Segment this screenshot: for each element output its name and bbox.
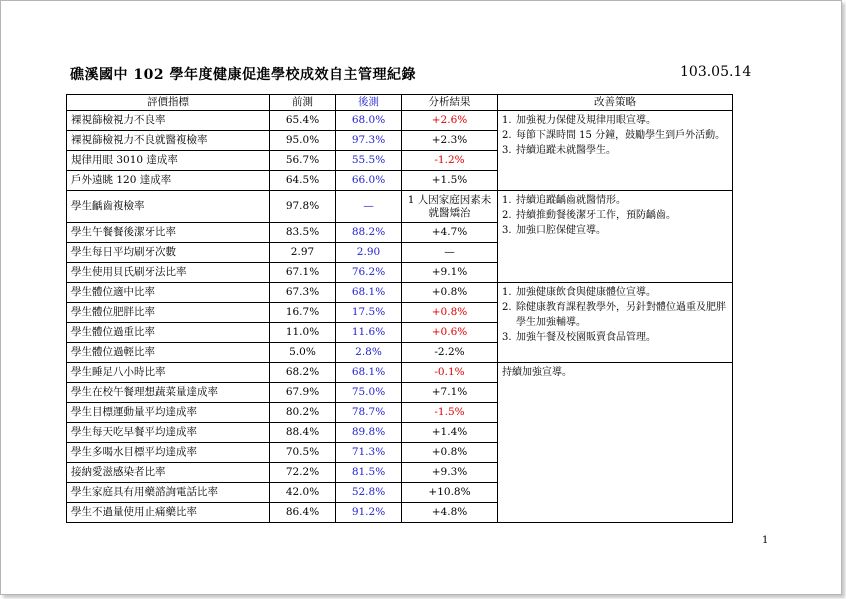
result-cell: +2.6% bbox=[402, 111, 498, 131]
indicator-cell: 學生體位適中比率 bbox=[67, 283, 270, 303]
strategy-item-number: 3. bbox=[502, 145, 512, 156]
strategy-item bbox=[502, 330, 728, 345]
post-test-cell: 66.0% bbox=[336, 171, 402, 191]
pre-test-cell: 2.97 bbox=[270, 243, 336, 263]
post-test-cell: 91.2% bbox=[336, 503, 402, 523]
indicator-cell: 學生睡足八小時比率 bbox=[67, 363, 270, 383]
strategy-item-text: 持續加強宣導。 bbox=[502, 367, 572, 378]
post-test-cell: 2.90 bbox=[336, 243, 402, 263]
pre-test-cell: 67.3% bbox=[270, 283, 336, 303]
strategy-item bbox=[502, 128, 728, 143]
post-test-cell: 68.1% bbox=[336, 283, 402, 303]
pre-test-cell: 56.7% bbox=[270, 151, 336, 171]
strategy-item-text: 每節下課時間 15 分鐘，鼓勵學生到戶外活動。 bbox=[516, 130, 726, 141]
pre-test-cell: 86.4% bbox=[270, 503, 336, 523]
result-cell: +1.4% bbox=[402, 423, 498, 443]
record-date: 103.05.14 bbox=[680, 64, 752, 80]
indicator-cell: 學生不過量使用止痛藥比率 bbox=[67, 503, 270, 523]
indicator-cell: 學生在校午餐理想蔬菜量達成率 bbox=[67, 383, 270, 403]
pre-test-cell: 72.2% bbox=[270, 463, 336, 483]
pre-test-cell: 97.8% bbox=[270, 191, 336, 223]
strategy-item-text: 持續追蹤未就醫學生。 bbox=[516, 145, 616, 156]
result-cell: -2.2% bbox=[402, 343, 498, 363]
indicator-cell: 裸視篩檢視力不良率 bbox=[67, 111, 270, 131]
strategy-item bbox=[502, 223, 728, 238]
indicator-cell: 學生體位過輕比率 bbox=[67, 343, 270, 363]
pre-test-cell: 65.4% bbox=[270, 111, 336, 131]
strategy-cell bbox=[498, 111, 733, 191]
page-number: 1 bbox=[762, 535, 769, 546]
post-test-cell: 81.5% bbox=[336, 463, 402, 483]
strategy-item bbox=[502, 208, 728, 223]
result-cell: -0.1% bbox=[402, 363, 498, 383]
result-cell: +0.8% bbox=[402, 303, 498, 323]
indicator-cell: 接納愛滋感染者比率 bbox=[67, 463, 270, 483]
result-cell: +0.8% bbox=[402, 443, 498, 463]
indicator-cell: 戶外遠眺 120 達成率 bbox=[67, 171, 270, 191]
result-cell: +1.5% bbox=[402, 171, 498, 191]
strategy-item-text: 持續推動餐後潔牙工作，預防齲齒。 bbox=[516, 210, 676, 221]
strategy-item-text: 持續追蹤齲齒就醫情形。 bbox=[516, 195, 626, 206]
strategy-item-number: 3. bbox=[502, 332, 512, 343]
post-test-cell: 89.8% bbox=[336, 423, 402, 443]
strategy-item-number: 2. bbox=[502, 302, 512, 313]
result-cell: +4.8% bbox=[402, 503, 498, 523]
strategy-item-text: 加強視力保健及規律用眼宣導。 bbox=[516, 115, 656, 126]
table-row bbox=[67, 363, 733, 383]
pre-test-cell: 68.2% bbox=[270, 363, 336, 383]
header-result: 分析結果 bbox=[402, 95, 498, 111]
post-test-cell: 11.6% bbox=[336, 323, 402, 343]
strategy-item-number: 1. bbox=[502, 115, 512, 126]
table-row bbox=[67, 283, 733, 303]
strategy-item-text: 加強健康飲食與健康體位宣導。 bbox=[516, 287, 656, 298]
result-cell: +10.8% bbox=[402, 483, 498, 503]
result-cell: +9.1% bbox=[402, 263, 498, 283]
header-post: 後測 bbox=[336, 95, 402, 111]
pre-test-cell: 83.5% bbox=[270, 223, 336, 243]
strategy-item-text: 除健康教育課程教學外，另針對體位過重及肥胖學生加強輔導。 bbox=[516, 302, 726, 328]
pre-test-cell: 16.7% bbox=[270, 303, 336, 323]
strategy-item-text: 加強口腔保健宣導。 bbox=[516, 225, 606, 236]
post-test-cell: — bbox=[336, 191, 402, 223]
strategy-item bbox=[502, 365, 728, 380]
indicator-cell: 學生使用貝氏刷牙法比率 bbox=[67, 263, 270, 283]
post-test-cell: 2.8% bbox=[336, 343, 402, 363]
table-header-row bbox=[67, 95, 733, 111]
header-indicator: 評價指標 bbox=[67, 95, 270, 111]
indicator-cell: 學生每日平均刷牙次數 bbox=[67, 243, 270, 263]
indicator-cell: 規律用眼 3010 達成率 bbox=[67, 151, 270, 171]
strategy-item-text: 加強午餐及校園販賣食品管理。 bbox=[516, 332, 656, 343]
indicator-cell: 學生午餐餐後潔牙比率 bbox=[67, 223, 270, 243]
table-row bbox=[67, 191, 733, 223]
indicator-cell: 學生目標運動量平均達成率 bbox=[67, 403, 270, 423]
strategy-cell bbox=[498, 191, 733, 283]
pre-test-cell: 5.0% bbox=[270, 343, 336, 363]
strategy-item bbox=[502, 300, 728, 330]
strategy-item bbox=[502, 143, 728, 158]
strategy-item bbox=[502, 285, 728, 300]
header-strategy: 改善策略 bbox=[498, 95, 733, 111]
page-title: 礁溪國中 102 學年度健康促進學校成效自主管理紀錄 bbox=[70, 67, 416, 83]
post-test-cell: 55.5% bbox=[336, 151, 402, 171]
post-test-cell: 52.8% bbox=[336, 483, 402, 503]
result-cell: +0.8% bbox=[402, 283, 498, 303]
result-cell: +0.6% bbox=[402, 323, 498, 343]
strategy-item bbox=[502, 113, 728, 128]
pre-test-cell: 70.5% bbox=[270, 443, 336, 463]
header-pre: 前測 bbox=[270, 95, 336, 111]
table-row bbox=[67, 111, 733, 131]
pre-test-cell: 64.5% bbox=[270, 171, 336, 191]
pre-test-cell: 11.0% bbox=[270, 323, 336, 343]
pre-test-cell: 67.1% bbox=[270, 263, 336, 283]
result-cell: +2.3% bbox=[402, 131, 498, 151]
indicator-cell: 學生多喝水目標平均達成率 bbox=[67, 443, 270, 463]
post-test-cell: 88.2% bbox=[336, 223, 402, 243]
pre-test-cell: 80.2% bbox=[270, 403, 336, 423]
strategy-cell bbox=[498, 283, 733, 363]
post-test-cell: 17.5% bbox=[336, 303, 402, 323]
strategy-item-number: 2. bbox=[502, 130, 512, 141]
evaluation-table bbox=[66, 94, 733, 523]
post-test-cell: 71.3% bbox=[336, 443, 402, 463]
indicator-cell: 學生齲齒複檢率 bbox=[67, 191, 270, 223]
strategy-item-number: 3. bbox=[502, 225, 512, 236]
strategy-item-number: 1. bbox=[502, 195, 512, 206]
result-cell: +9.3% bbox=[402, 463, 498, 483]
indicator-cell: 裸視篩檢視力不良就醫複檢率 bbox=[67, 131, 270, 151]
post-test-cell: 78.7% bbox=[336, 403, 402, 423]
strategy-item-number: 1. bbox=[502, 287, 512, 298]
strategy-cell bbox=[498, 363, 733, 523]
result-cell: +7.1% bbox=[402, 383, 498, 403]
indicator-cell: 學生體位過重比率 bbox=[67, 323, 270, 343]
post-test-cell: 75.0% bbox=[336, 383, 402, 403]
strategy-item bbox=[502, 193, 728, 208]
result-cell: 1 人因家庭因素未就醫矯治 bbox=[402, 191, 498, 223]
post-test-cell: 68.1% bbox=[336, 363, 402, 383]
result-cell: -1.2% bbox=[402, 151, 498, 171]
strategy-item-number: 2. bbox=[502, 210, 512, 221]
result-cell: — bbox=[402, 243, 498, 263]
pre-test-cell: 95.0% bbox=[270, 131, 336, 151]
pre-test-cell: 42.0% bbox=[270, 483, 336, 503]
result-cell: -1.5% bbox=[402, 403, 498, 423]
result-cell: +4.7% bbox=[402, 223, 498, 243]
pre-test-cell: 88.4% bbox=[270, 423, 336, 443]
indicator-cell: 學生每天吃早餐平均達成率 bbox=[67, 423, 270, 443]
post-test-cell: 68.0% bbox=[336, 111, 402, 131]
table-body bbox=[67, 111, 733, 523]
post-test-cell: 76.2% bbox=[336, 263, 402, 283]
indicator-cell: 學生體位肥胖比率 bbox=[67, 303, 270, 323]
pre-test-cell: 67.9% bbox=[270, 383, 336, 403]
post-test-cell: 97.3% bbox=[336, 131, 402, 151]
indicator-cell: 學生家庭具有用藥諮詢電話比率 bbox=[67, 483, 270, 503]
